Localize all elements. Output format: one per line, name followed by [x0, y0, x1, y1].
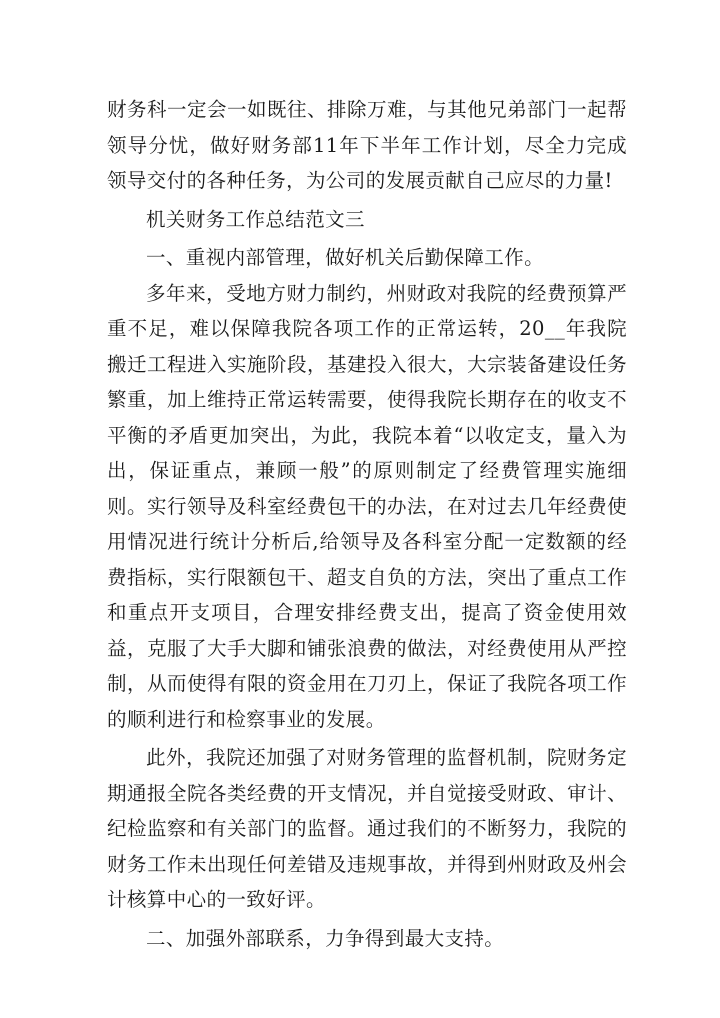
paragraph-supervision: 此外，我院还加强了对财务管理的监督机制，院财务定期通报全院各类经费的开支情况，并自觉接受财政、审计、纪检监察和有关部门的监督。通过我们的不断努力，我院的财务工作未出现任何差错及违规事故，并得到州财政及州会计核算中心的一致好评。 — [107, 746, 627, 911]
section-title: 机关财务工作总结范文三 — [146, 207, 365, 231]
document-body — [107, 92, 627, 956]
paragraph-budget: 多年来，受地方财力制约，州财政对我院的经费预算严重不足，难以保障我院各项工作的正常运转，20__年我院搬迁工程进入实施阶段，基建投入很大，大宗装备建设任务繁重，加上维持正常运转需要，使得我院长期存在的收支不平衡的矛盾更加突出，为此，我院本着“以收定支，量入为出，保证重点，兼顾一般”的原则制定了经费管理实施细则。实行领导及科室经费包干的办法，在对过去几年经费使用情况进行统计分析后,给领导及各科室分配一定数额的经费指标，实行限额包干、超支自负的方法，突出了重点工作和重点开支项目，合理安排经费支出，提高了资金使用效益，克服了大手大脚和铺张浪费的做法，对经费使用从严控制，从而使得有限的资金用在刀刃上，保证了我院各项工作的顺利进行和检察事业的发展。 — [107, 281, 627, 731]
section-heading-1: 一、重视内部管理，做好机关后勤保障工作。 — [146, 246, 545, 269]
paragraph-continuation: 财务科一定会一如既往、排除万难，与其他兄弟部门一起帮领导分忧，做好财务部11年下半年工作计划，尽全力完成领导交付的各种任务，为公司的发展贡献自己应尽的力量! — [107, 98, 627, 192]
section-heading-2: 二、加强外部联系，力争得到最大支持。 — [146, 926, 505, 950]
